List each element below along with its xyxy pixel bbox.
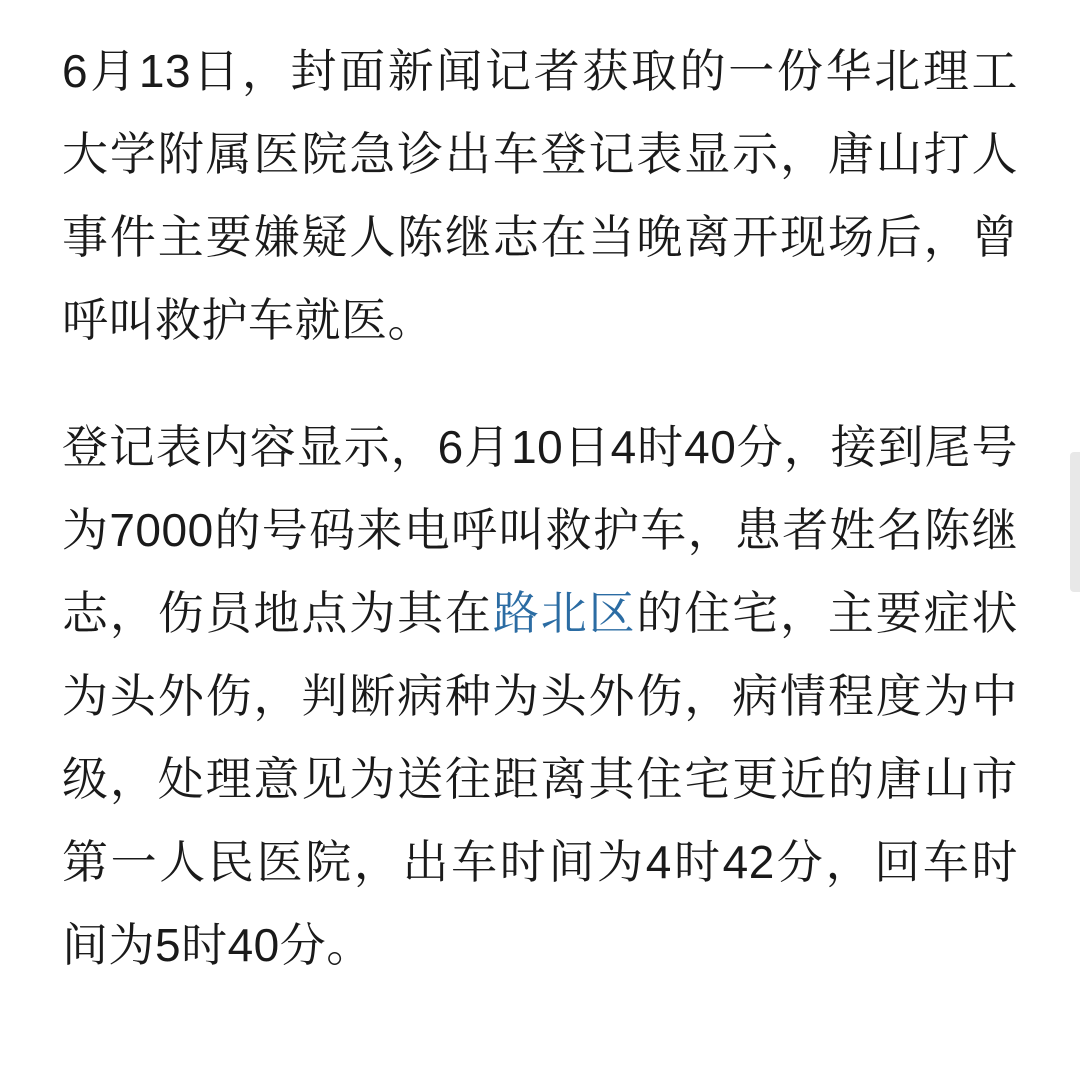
article-body (62, 30, 1018, 987)
paragraph-text: 登记表内容显示，6月10日4时40分，接到尾号为7000的号码来电呼叫救护车，患者姓名陈继志，伤员地点为其在 (62, 421, 1018, 639)
paragraph-text: 6月13日，封面新闻记者获取的一份华北理工大学附属医院急诊出车登记表显示，唐山打人事件主要嫌疑人陈继志在当晚离开现场后，曾呼叫救护车就医。 (62, 45, 1018, 346)
page-edge-artifact (1070, 452, 1080, 592)
article-paragraph-1 (62, 30, 1018, 362)
inline-link[interactable]: 路北区 (492, 587, 637, 639)
article-paragraph-2 (62, 406, 1018, 987)
paragraph-text: 的住宅，主要症状为头外伤，判断病种为头外伤，病情程度为中级，处理意见为送往距离其住宅更近的唐山市第一人民医院，出车时间为4时42分，回车时间为5时40分。 (62, 587, 1019, 971)
